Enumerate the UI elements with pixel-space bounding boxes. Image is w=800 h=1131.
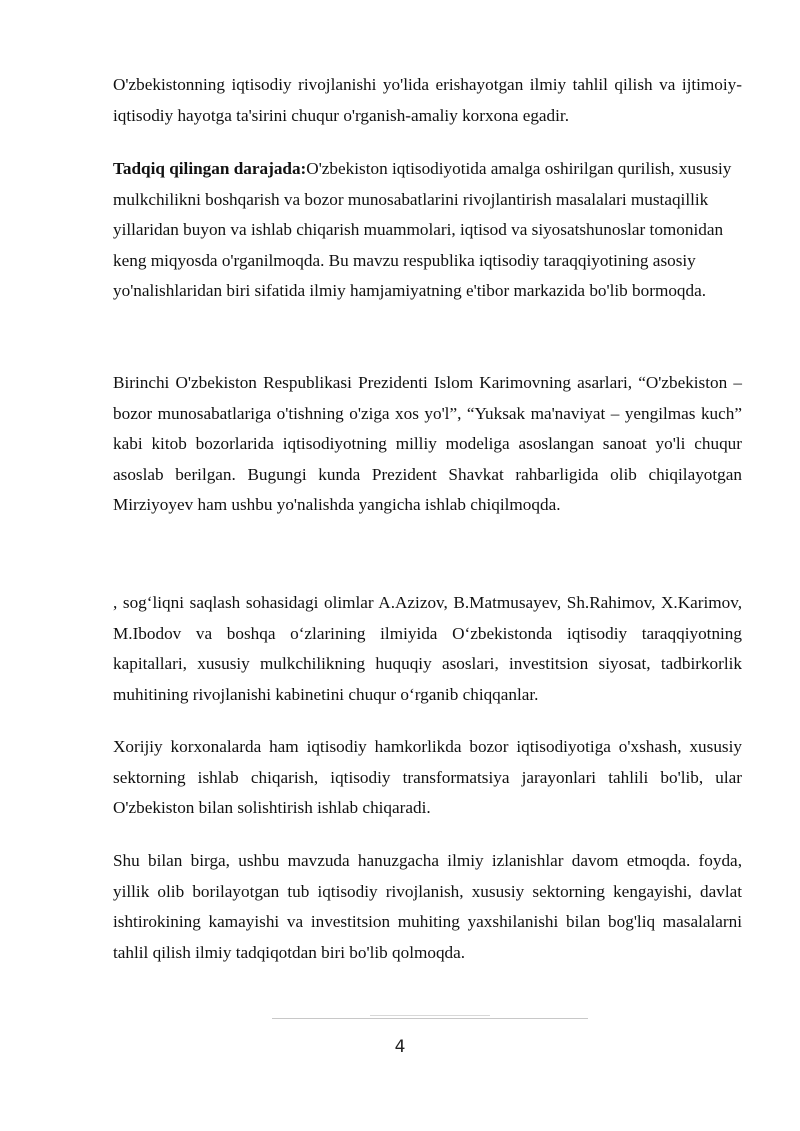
- paragraph-text: Birinchi O'zbekiston Respublikasi Prezidenti Islom Karimovning asarlari, “O'zbekiston – bozor munosabatlariga o'tishning o'ziga xos yo'l”, “Yuksak ma'naviyat – yengilmas kuch” kabi kitob bozorlarida iqtisodiyotning milliy modeliga asoslangan sanoat yo'li chuqur asoslab berilgan. Bugungi kunda Prezident Shavkat rahbarligida olib chiqilayotgan Mirziyoyev ham ushbu yo'nalishda yangicha ishlab chiqilmoqda.: [113, 373, 742, 514]
- paragraph-research-level: [113, 154, 742, 307]
- footer-rule: [272, 1018, 588, 1019]
- paragraph-scholars: [113, 588, 742, 710]
- paragraph-text: Shu bilan birga, ushbu mavzuda hanuzgacha ilmiy izlanishlar davom etmoqda. foyda, yillik olib borilayotgan tub iqtisodiy rivojlanish, xususiy sektorning kengayishi, davlat ishtirokining kamayishi va investitsion muhiting yaxshilanishi bilan bog'liq masalalarni tahlil qilish ilmiy tadqiqotdan biri bo'lib qolmoqda.: [113, 851, 742, 962]
- paragraph-lead: Tadqiq qilingan darajada:: [113, 159, 307, 178]
- paragraph-intro: [113, 70, 742, 131]
- paragraph-foreign: [113, 732, 742, 824]
- paragraph-text: O'zbekiston iqtisodiyotida amalga oshirilgan qurilish, xususiy mulkchilikni boshqarish va bozor munosabatlarini rivojlantirish masalalari mustaqillik yillaridan buyon va ishlab chiqarish muammolari, iqtisod va siyosatshunoslar tomonidan keng miqyosda o'rganilmoqda. Bu mavzu respublika iqtisodiy taraqqiyotining asosiy yo'nalishlaridan biri sifatida ilmiy hamjamiyatning e'tibor markazida bo'lib bormoqda.: [113, 159, 732, 300]
- page-number: 4: [394, 1037, 406, 1057]
- paragraph-conclusion: [113, 846, 742, 968]
- paragraph-text: , sog‘liqni saqlash sohasidagi olimlar A.Azizov, B.Matmusayev, Sh.Rahimov, X.Karimov, M.Ibodov va boshqa o‘zlarining ilmiyida O‘zbekistonda iqtisodiy taraqqiyotning kapitallari, xususiy mulkchilikning huquqiy asoslari, investitsion siyosat, tadbirkorlik muhitining rivojlanishi kabinetini chuqur o‘rganib chiqqanlar.: [113, 593, 742, 704]
- footer-rule-accent: [370, 1015, 490, 1016]
- paragraph-text: O'zbekistonning iqtisodiy rivojlanishi yo'lida erishayotgan ilmiy tahlil qilish va ijtimoiy-iqtisodiy hayotga ta'sirini chuqur o'rganish-amaliy korxona egadir.: [113, 75, 742, 125]
- paragraph-text: Xorijiy korxonalarda ham iqtisodiy hamkorlikda bozor iqtisodiyotiga o'xshash, xususiy sektorning ishlab chiqarish, iqtisodiy transformatsiya jarayonlari tahlili bo'lib, ular O'zbekiston bilan solishtirish ishlab chiqaradi.: [113, 737, 742, 817]
- paragraph-karimov-works: [113, 368, 742, 521]
